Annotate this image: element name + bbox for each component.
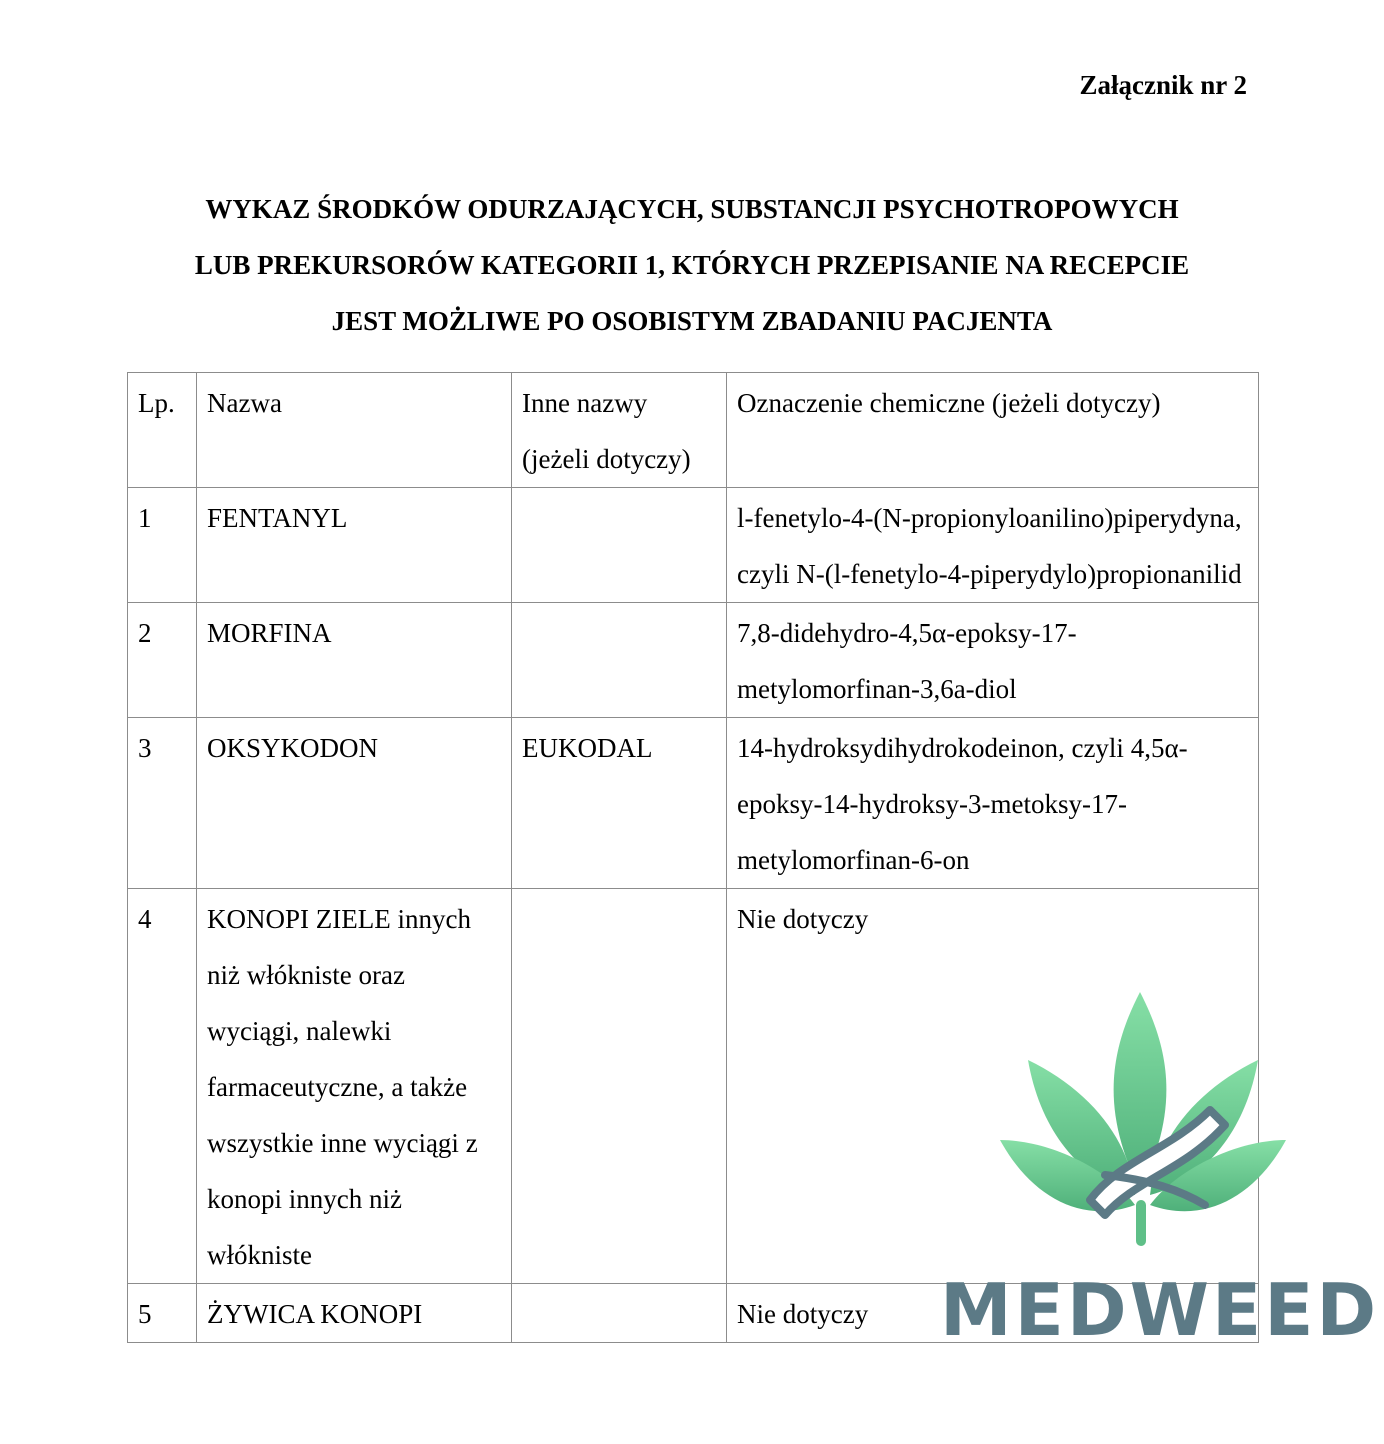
title-line: LUB PREKURSORÓW KATEGORII 1, KTÓRYCH PRZEPISANIE NA RECEPCIE — [194, 250, 1190, 280]
cell-lp: 3 — [128, 718, 197, 889]
cell-name: ŻYWICA KONOPI — [197, 1284, 512, 1343]
cell-other-names — [512, 889, 727, 1284]
cell-lp: 4 — [128, 889, 197, 1284]
cell-other-names — [512, 603, 727, 718]
document-title — [0, 181, 1384, 349]
substances-table — [127, 372, 1259, 1343]
title-line: WYKAZ ŚRODKÓW ODURZAJĄCYCH, SUBSTANCJI PSYCHOTROPOWYCH — [205, 194, 1179, 224]
cell-other-names: EUKODAL — [512, 718, 727, 889]
table-row — [128, 603, 1259, 718]
cell-lp: 1 — [128, 488, 197, 603]
table-row — [128, 889, 1259, 1284]
cell-lp: 2 — [128, 603, 197, 718]
header-other-names: Inne nazwy (jeżeli dotyczy) — [512, 373, 727, 488]
table-row — [128, 718, 1259, 889]
header-lp: Lp. — [128, 373, 197, 488]
cell-name: MORFINA — [197, 603, 512, 718]
header-name: Nazwa — [197, 373, 512, 488]
table-header-row — [128, 373, 1259, 488]
cell-chemical: Nie dotyczy — [727, 889, 1259, 1284]
table-body — [128, 488, 1259, 1343]
cell-chemical: 14-hydroksydihydrokodeinon, czyli 4,5α-epoksy-14-hydroksy-3-metoksy-17-metylomorfinan-6-on — [727, 718, 1259, 889]
cell-name: OKSYKODON — [197, 718, 512, 889]
annex-label: Załącznik nr 2 — [1079, 70, 1247, 100]
header-chemical: Oznaczenie chemiczne (jeżeli dotyczy) — [727, 373, 1259, 488]
cell-other-names — [512, 488, 727, 603]
cell-lp: 5 — [128, 1284, 197, 1343]
cell-chemical: l-fenetylo-4-(N-propionyloanilino)piperydyna, czyli N-(l-fenetylo-4-piperydylo)propionanilid — [727, 488, 1259, 603]
cell-name: KONOPI ZIELE innych niż włókniste oraz wyciągi, nalewki farmaceutyczne, a także wszystkie inne wyciągi z konopi innych niż włókniste — [197, 889, 512, 1284]
cell-chemical: Nie dotyczy — [727, 1284, 1259, 1343]
cell-name: FENTANYL — [197, 488, 512, 603]
title-line: JEST MOŻLIWE PO OSOBISTYM ZBADANIU PACJENTA — [331, 306, 1053, 336]
cell-other-names — [512, 1284, 727, 1343]
cell-chemical: 7,8-didehydro-4,5α-epoksy-17-metylomorfinan-3,6a-diol — [727, 603, 1259, 718]
table-row — [128, 488, 1259, 603]
medweed-watermark-text: MEDWEED — [940, 1268, 1380, 1352]
